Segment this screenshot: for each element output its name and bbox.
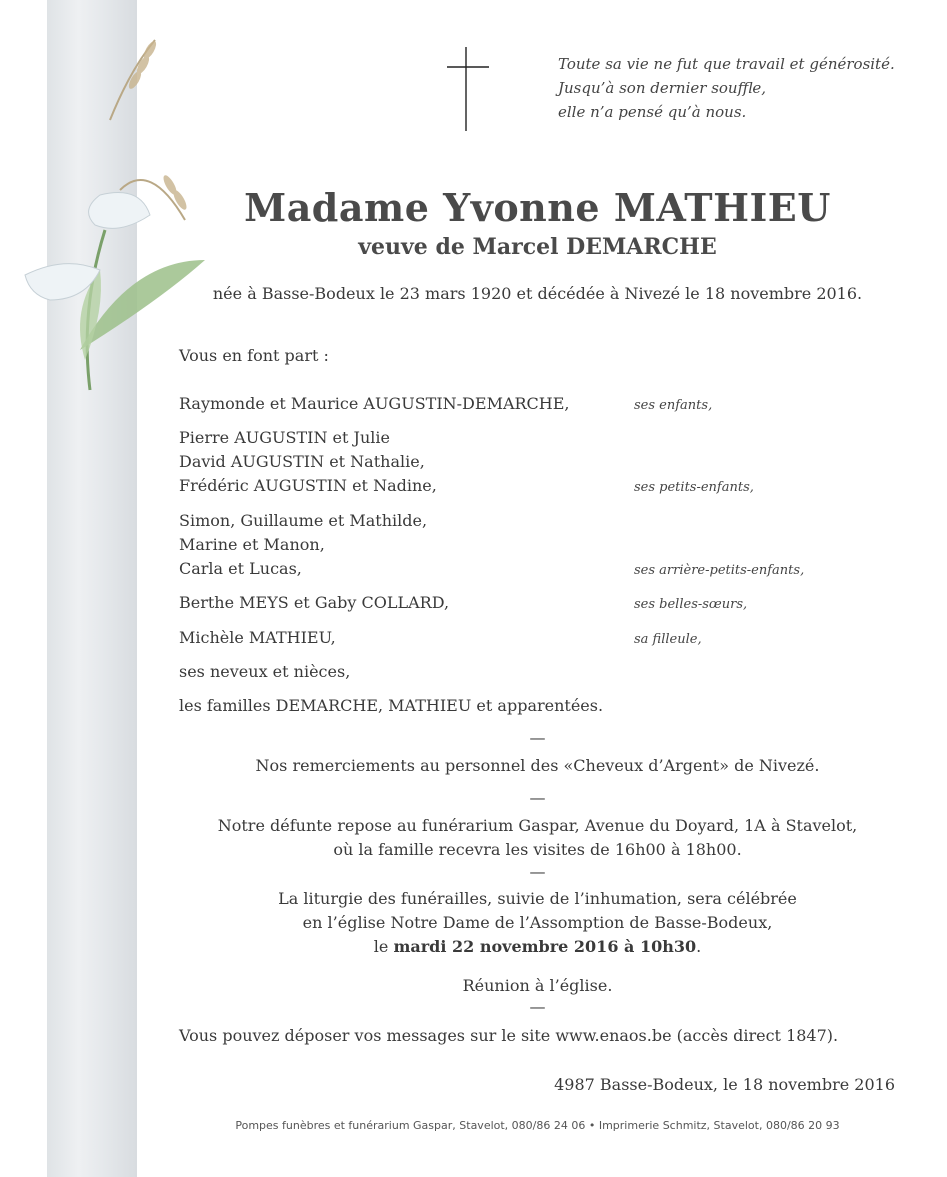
footer-credits: Pompes funèbres et funérarium Gaspar, Stavelot, 080/86 24 06 • Imprimerie Schmitz, Stavelot, 080/86 20 93 — [235, 1119, 840, 1132]
relation-label: ses arrière-petits-enfants, — [634, 563, 805, 578]
birth-death-dates: née à Basse-Bodeux le 23 mars 1920 et décédée à Nivezé le 18 novembre 2016. — [212, 284, 863, 303]
place-date: 4987 Basse-Bodeux, le 18 novembre 2016 — [554, 1075, 895, 1094]
separator: — — [529, 728, 546, 747]
family-line: Berthe MEYS et Gaby COLLARD, — [179, 593, 450, 612]
repose-line: Notre défunte repose au funérarium Gaspar, Avenue du Doyard, 1A à Stavelot, — [217, 816, 858, 835]
family-line: Pierre AUGUSTIN et Julie — [179, 428, 390, 447]
relation-label: ses belles-sœurs, — [634, 597, 748, 612]
separator: — — [529, 997, 546, 1016]
cross-icon — [447, 47, 489, 131]
intro-text: Vous en font part : — [179, 346, 329, 365]
liturgy-line: en l’église Notre Dame de l’Assomption de Basse-Bodeux, — [302, 913, 773, 932]
quote-line: Toute sa vie ne fut que travail et générosité. — [558, 55, 895, 73]
reunion-text: Réunion à l’église. — [462, 976, 613, 995]
quote-line: Jusqu’à son dernier souffle, — [558, 79, 767, 97]
relation-label: ses enfants, — [634, 398, 713, 413]
liturgy-prefix: le — [373, 937, 394, 956]
funeral-datetime: mardi 22 novembre 2016 à 10h30 — [393, 937, 697, 956]
family-line: Raymonde et Maurice AUGUSTIN-DEMARCHE, — [179, 394, 570, 413]
family-line: Marine et Manon, — [179, 535, 325, 554]
family-line: David AUGUSTIN et Nathalie, — [179, 452, 425, 471]
family-line: les familles DEMARCHE, MATHIEU et apparentées. — [179, 696, 604, 715]
repose-line: où la famille recevra les visites de 16h00 à 18h00. — [333, 840, 742, 859]
messages-text: Vous pouvez déposer vos messages sur le site www.enaos.be (accès direct 1847). — [179, 1026, 839, 1045]
spouse-line: veuve de Marcel DEMARCHE — [358, 234, 717, 260]
family-line: Simon, Guillaume et Mathilde, — [179, 511, 428, 530]
family-line: ses neveux et nièces, — [179, 662, 351, 681]
family-line: Carla et Lucas, — [179, 559, 302, 578]
separator: — — [529, 788, 546, 807]
thanks-text: Nos remerciements au personnel des «Cheveux d’Argent» de Nivezé. — [255, 756, 820, 775]
liturgy-line: La liturgie des funérailles, suivie de l’inhumation, sera célébrée — [278, 889, 797, 908]
epitaph-quote — [558, 52, 895, 124]
family-line: Michèle MATHIEU, — [179, 628, 336, 647]
relation-label: sa filleule, — [634, 632, 702, 647]
liturgy-date-line — [130, 935, 945, 959]
liturgy-suffix: . — [696, 937, 702, 956]
quote-line: elle n’a pensé qu’à nous. — [558, 103, 747, 121]
family-line: Frédéric AUGUSTIN et Nadine, — [179, 476, 437, 495]
deceased-name: Madame Yvonne MATHIEU — [244, 185, 831, 230]
relation-label: ses petits-enfants, — [634, 480, 754, 495]
separator: — — [529, 862, 546, 881]
